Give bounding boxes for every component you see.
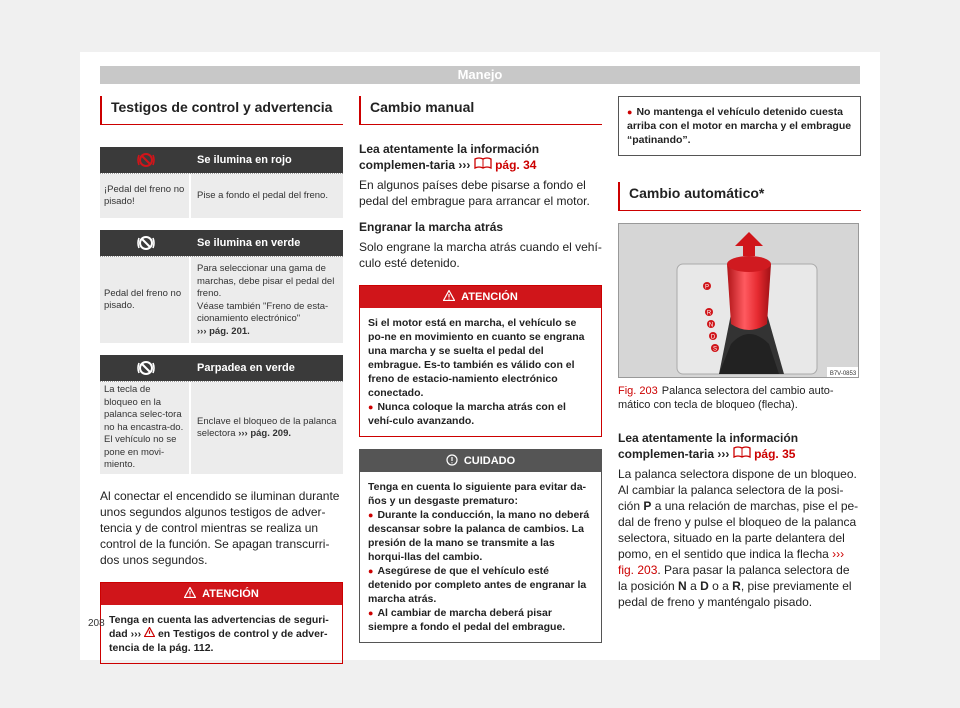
section-title-testigos: Testigos de control y advertencia	[100, 96, 343, 125]
paragraph-testigos: Al conectar el encendido se iluminan durante unos segundos algunos testigos de adver-tencia y de control mientras se realiza un control de la función. Se apagan transcurri-dos unos segundos.	[100, 489, 340, 567]
column-2: Cambio manual Lea atentamente la información complemen-taria ››› pág. 34 En algunos países debe pisarse a fondo el pedal del embrague para arrancar el motor. Engranar la marcha atrás Solo engrane la marcha atrás cuando el vehí-culo esté detenido. ATENCIÓN Si el motor está en marcha, el vehículo se po-ne en movimiento en cuanto se engrana una marcha y se suelta el pedal del embrague. Es-to también es válido con el freno de estacio-namiento electrónico conectado. ● Nunca coloque la marcha atrás con el vehí-culo avanzando. CUIDADO Tenga en cuenta lo siguiente para evitar da-ños y un desgaste prematuro: ● Durante la conducción, la mano no deberá descansar sobre la palanca de cambios. La presión de la mano se transmite a las horqui-llas del cambio. ● Asegúrese de que el vehículo esté detenido por completo antes de engranar la marcha atrás. ● Al cambiar de marcha deberá pisar siempre a fondo el pedal del embrague.	[359, 96, 602, 643]
page-header: Manejo	[100, 66, 860, 84]
link-pag-201[interactable]: ››› pág. 201.	[197, 325, 250, 337]
figure-203	[618, 223, 859, 378]
table-heading: Se ilumina en rojo	[197, 154, 292, 166]
gear-label-r: R	[706, 310, 712, 317]
gear-label-n: N	[708, 322, 714, 329]
link-arrows[interactable]: ›››	[458, 158, 471, 172]
link-pag-34[interactable]: pág. 34	[495, 158, 537, 172]
table-blink	[100, 355, 343, 474]
table-heading: Se ilumina en verde	[197, 237, 301, 249]
warning-triangle-small-icon	[144, 628, 155, 640]
warning-triangle-icon	[184, 587, 196, 601]
table-row: Pedal del freno no pisado. Para seleccionar una gama de marchas, debe pisar el pedal del freno. Véase también "Freno de esta-cionamiento electrónico" ››› pág. 201.	[100, 257, 343, 343]
brake-warning-red-icon	[100, 152, 191, 168]
link-arrows[interactable]: ›››	[717, 447, 730, 461]
column-3: ● No mantenga el vehículo detenido cuesta arriba con el motor en marcha y el embrague “patinando”. Cambio automático* P R N D S B7V-0853 Fig. 203 Palanca selectora del cambio auto-mático con tecla de bloqueo (flecha). Lea atentamente la información complemen-taria ››› pág. 35 La palanca selectora dispone de un bloqueo. Al cambiar la palanca selectora de la posi-ción P a una relación de marchas, pise el pe-dal de freno y pulse el bloqueo de la palanca selectora, situado en la parte delantera del pomo, en el sentido que indica la flecha ››› fig. 203. Para pasar la palanca selectora de la posición N a D o a R, pise previamente el pedal de freno y manténgalo pisado.	[618, 96, 861, 610]
brake-indicator-blink-icon	[100, 360, 191, 376]
info-circle-icon	[446, 454, 458, 469]
page-number: 208	[88, 618, 105, 629]
table-green	[100, 230, 343, 343]
link-pag-35[interactable]: pág. 35	[754, 447, 796, 461]
caution-box: CUIDADO Tenga en cuenta lo siguiente para evitar da-ños y un desgaste prematuro: ● Durante la conducción, la mano no deberá descansar sobre la palanca de cambios. La presión de la mano se transmite a las horqui-llas del cambio. ● Asegúrese de que el vehículo esté detenido por completo antes de engranar la marcha atrás. ● Al cambiar de marcha deberá pisar siempre a fondo el pedal del embrague.	[359, 449, 602, 643]
link-arrows[interactable]: ›››	[130, 628, 142, 640]
link-fig-203[interactable]: ››› fig. 203	[618, 547, 845, 577]
table-row: La tecla de bloqueo en la palanca selec-tora no ha encastra-do. El vehículo no se pone en movi-miento. Enclave el bloqueo de la palanca selectora ››› pág. 209.	[100, 382, 343, 474]
warning-triangle-icon	[443, 290, 455, 304]
gear-selector-illustration	[619, 224, 859, 378]
figure-code: B7V-0853	[829, 371, 857, 377]
link-pag-209[interactable]: ››› pág. 209.	[238, 428, 291, 439]
paragraph-automatico: La palanca selectora dispone de un bloqueo. Al cambiar la palanca selectora de la posi-ción P a una relación de marchas, pise el pe-dal de freno y pulse el bloqueo de la palanca selectora, situado en la parte delantera del pomo, en el sentido que indica la flecha ››› fig. 203. Para pasar la palanca selectora de la posición N a D o a R, pise previamente el pedal de freno y manténgalo pisado.	[618, 467, 859, 609]
book-icon	[733, 447, 751, 461]
section-title-cambio-manual: Cambio manual	[359, 96, 602, 125]
gear-label-d: D	[710, 334, 716, 341]
warning-box-2: ATENCIÓN Si el motor está en marcha, el vehículo se po-ne en movimiento en cuanto se engrana una marcha y se suelta el pedal del embrague. Es-to también es válido con el freno de estacio-namiento electrónico conectado. ● Nunca coloque la marcha atrás con el vehí-culo avanzando.	[359, 285, 602, 437]
table-row: ¡Pedal del freno no pisado! Pise a fondo el pedal del freno.	[100, 174, 343, 218]
warning-box-1: ATENCIÓN Tenga en cuenta las advertencias de seguri-dad ››› en Testigos de control y de adver-tencia de la pág. 112.	[100, 582, 343, 664]
gear-label-p: P	[704, 284, 710, 291]
gear-label-s: S	[712, 346, 718, 353]
brake-indicator-green-icon	[100, 235, 191, 251]
table-heading: Parpadea en verde	[197, 362, 295, 374]
column-1	[100, 96, 343, 664]
book-icon	[474, 158, 492, 172]
section-title-cambio-automatico: Cambio automático*	[618, 182, 861, 211]
table-red	[100, 147, 343, 218]
continued-box: ● No mantenga el vehículo detenido cuesta arriba con el motor en marcha y el embrague “patinando”.	[618, 96, 861, 156]
